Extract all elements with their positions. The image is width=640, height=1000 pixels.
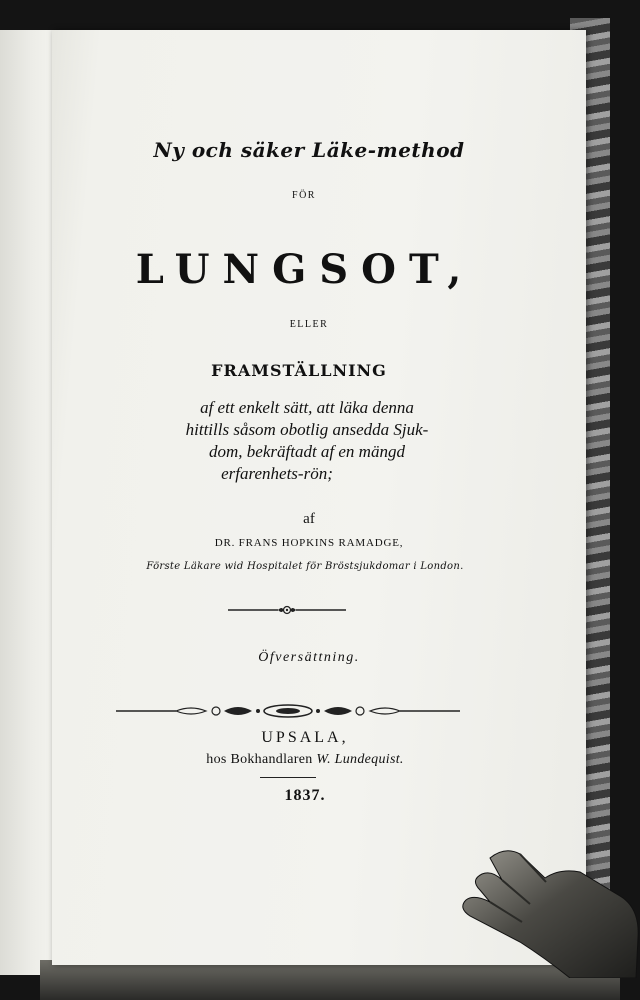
- author-position: Förste Läkare wid Hospitalet för Bröstsjukdomar i London.: [146, 561, 464, 572]
- metal-hand-weight: [450, 838, 640, 978]
- description-line-2: hittills såsom obotlig ansedda Sjuk-: [185, 420, 429, 439]
- description-line-1: af ett enkelt sätt, att läka denna: [200, 398, 414, 417]
- main-title: LUNGSOT,: [135, 246, 475, 293]
- small-ornament-divider: [228, 604, 346, 616]
- translation-note: Öfversättning.: [258, 650, 360, 665]
- description-line-4: erfarenhets-rön;: [221, 464, 333, 483]
- left-page-edge: [0, 30, 56, 975]
- eller-word: ELLER: [289, 319, 329, 330]
- blackletter-title: Ny och säker Läke-method: [153, 138, 465, 162]
- large-ornament-divider: [116, 702, 460, 720]
- subtitle: FRAMSTÄLLNING: [211, 361, 387, 380]
- publisher-line: [38, 752, 572, 768]
- af-word: af: [303, 511, 315, 527]
- short-rule: [260, 777, 316, 778]
- city: UPSALA,: [261, 729, 349, 746]
- publisher-prefix: hos Bokhandlaren: [206, 752, 313, 767]
- for-word: FÖR: [292, 190, 316, 201]
- publisher-name: W. Lundequist.: [316, 752, 404, 767]
- description-line-3: dom, bekräftadt af en mängd: [209, 442, 405, 461]
- title-page: [52, 30, 586, 965]
- author-name: DR. FRANS HOPKINS RAMADGE,: [214, 537, 404, 549]
- publication-year: 1837.: [284, 787, 326, 804]
